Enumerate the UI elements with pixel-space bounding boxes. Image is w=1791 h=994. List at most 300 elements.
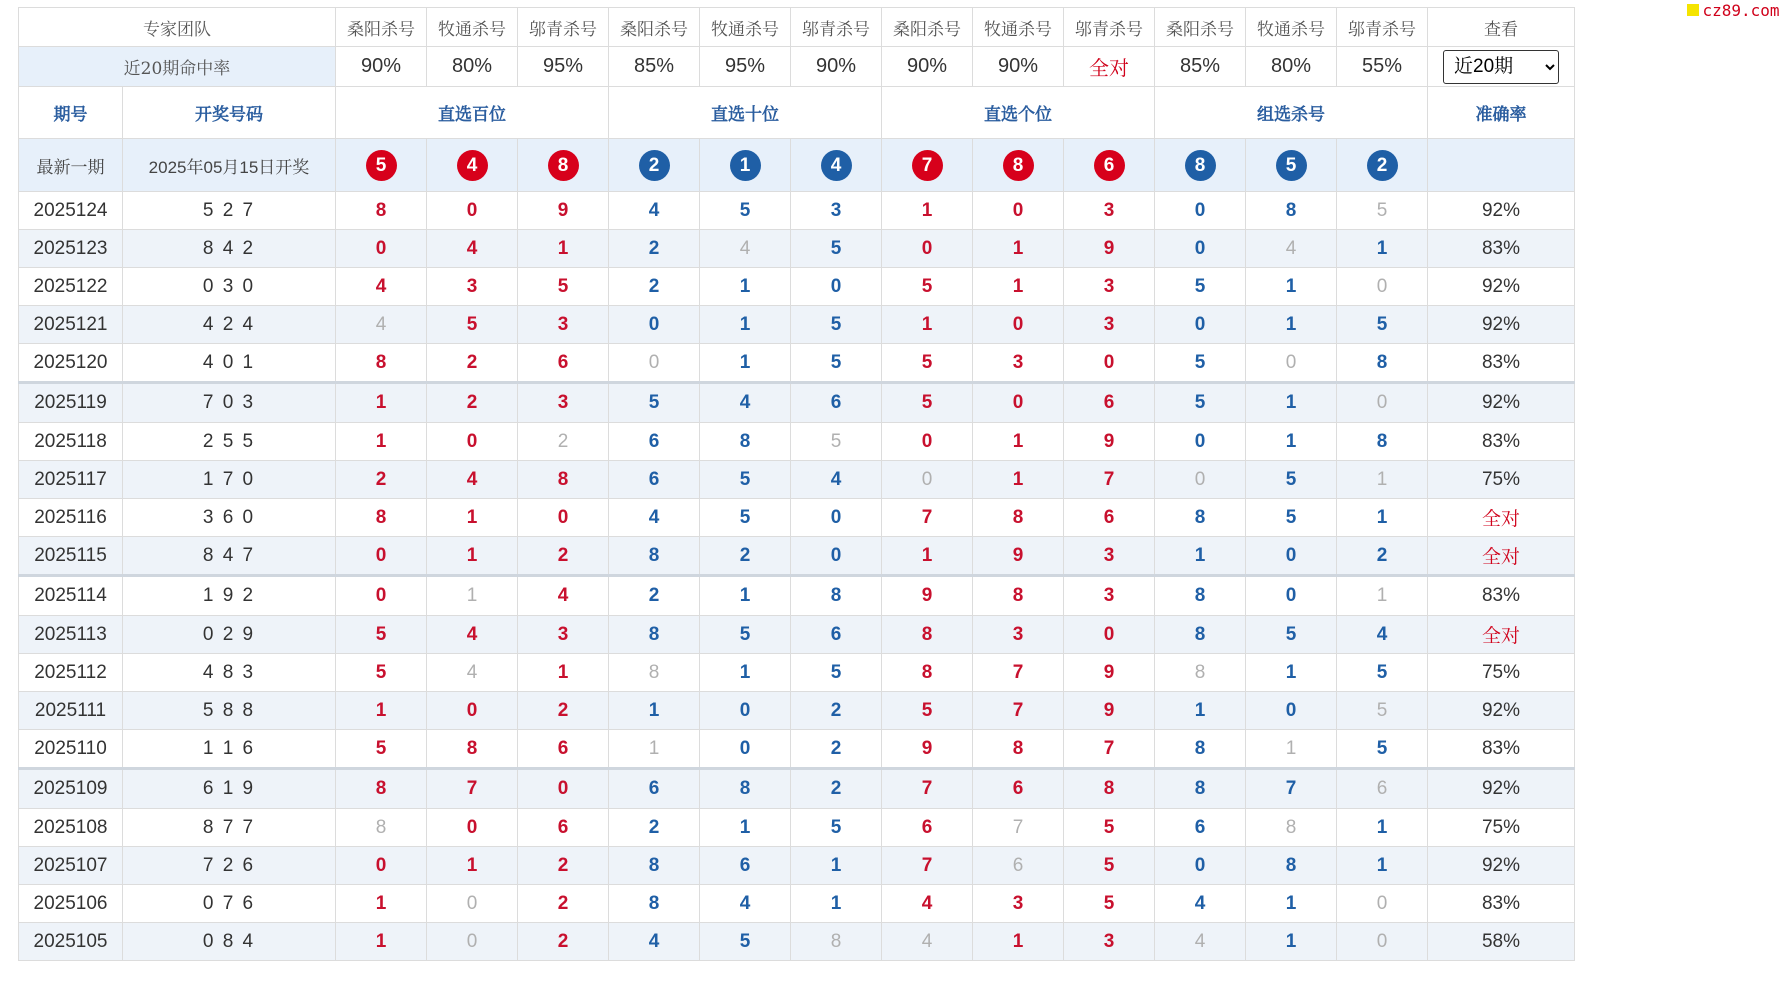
group-tens-header: 直选十位 [609, 87, 882, 139]
kill-number-cell: 8 [1155, 499, 1246, 537]
kill-number-cell: 8 [336, 769, 427, 809]
accuracy-header: 准确率 [1428, 87, 1575, 139]
kill-number-cell: 7 [973, 692, 1064, 730]
group-header-row [19, 87, 1575, 139]
kill-number-cell: 4 [700, 885, 791, 923]
kill-number-cell: 1 [700, 576, 791, 616]
kill-number-cell: 0 [336, 537, 427, 576]
kill-number-cell: 5 [336, 730, 427, 769]
kill-number-cell: 8 [1155, 730, 1246, 769]
kill-number-cell: 5 [1337, 306, 1428, 344]
hit-rate-value: 95% [518, 47, 609, 87]
kill-number-cell: 9 [518, 192, 609, 230]
kill-number-cell: 5 [1155, 383, 1246, 423]
kill-number-cell: 1 [427, 576, 518, 616]
kill-number-cell: 9 [1064, 654, 1155, 692]
kill-number-cell: 1 [1246, 730, 1337, 769]
kill-number-cell: 5 [1064, 809, 1155, 847]
kill-number-cell: 5 [791, 306, 882, 344]
accuracy-value: 全对 [1428, 537, 1575, 576]
kill-number-cell: 8 [518, 461, 609, 499]
kill-number-cell: 2 [791, 769, 882, 809]
kill-number-cell: 7 [882, 769, 973, 809]
hit-rate-value: 80% [1246, 47, 1337, 87]
table-row [19, 423, 1575, 461]
kill-number-cell: 9 [882, 730, 973, 769]
kill-number-cell: 4 [427, 230, 518, 268]
kill-number-cell: 5 [1337, 730, 1428, 769]
kill-number-cell: 3 [518, 306, 609, 344]
draw-number: 7 2 6 [123, 847, 336, 885]
expert-header-row [19, 8, 1575, 47]
kill-number-cell: 0 [336, 847, 427, 885]
draw-number: 4 0 1 [123, 344, 336, 383]
kill-number-cell: 6 [1337, 769, 1428, 809]
accuracy-value: 92% [1428, 769, 1575, 809]
kill-number-cell: 0 [882, 423, 973, 461]
kill-number-cell: 1 [609, 730, 700, 769]
kill-number-cell: 8 [609, 847, 700, 885]
kill-number-cell: 6 [700, 847, 791, 885]
kill-number-cell: 6 [518, 809, 609, 847]
expert-name: 桑阳杀号 [882, 8, 973, 47]
kill-number-cell: 0 [427, 423, 518, 461]
accuracy-value: 全对 [1428, 616, 1575, 654]
kill-number-cell: 0 [1337, 885, 1428, 923]
kill-number-cell: 1 [1155, 692, 1246, 730]
accuracy-value: 92% [1428, 268, 1575, 306]
issue-number: 2025108 [19, 809, 123, 847]
kill-number-cell: 2 [609, 268, 700, 306]
kill-number-cell: 4 [336, 306, 427, 344]
expert-name: 牧通杀号 [1246, 8, 1337, 47]
hit-rate-value: 90% [791, 47, 882, 87]
table-row [19, 383, 1575, 423]
number-ball-red: 8 [1003, 150, 1034, 181]
expert-name: 邬青杀号 [1064, 8, 1155, 47]
issue-number: 2025105 [19, 923, 123, 961]
accuracy-value: 92% [1428, 847, 1575, 885]
expert-name: 邬青杀号 [1337, 8, 1428, 47]
kill-number-cell: 1 [1246, 306, 1337, 344]
table-row [19, 576, 1575, 616]
expert-kill-number-table [18, 7, 1575, 961]
kill-number-cell: 8 [336, 809, 427, 847]
latest-ball-cell [427, 139, 518, 192]
kill-number-cell: 3 [427, 268, 518, 306]
kill-number-cell: 0 [336, 230, 427, 268]
kill-number-cell: 1 [791, 847, 882, 885]
expert-name: 牧通杀号 [427, 8, 518, 47]
group-hundreds-header: 直选百位 [336, 87, 609, 139]
accuracy-value: 83% [1428, 423, 1575, 461]
watermark-text: cz89.com [1702, 0, 1780, 20]
issue-number: 2025122 [19, 268, 123, 306]
kill-number-cell: 5 [1064, 885, 1155, 923]
kill-number-cell: 6 [518, 344, 609, 383]
table-row [19, 616, 1575, 654]
kill-number-cell: 6 [1155, 809, 1246, 847]
latest-empty-cell [1428, 139, 1575, 192]
kill-number-cell: 8 [973, 576, 1064, 616]
draw-number: 0 2 9 [123, 616, 336, 654]
latest-ball-cell [700, 139, 791, 192]
kill-number-cell: 5 [700, 192, 791, 230]
kill-number-cell: 5 [791, 230, 882, 268]
kill-number-cell: 0 [973, 192, 1064, 230]
kill-number-cell: 9 [1064, 692, 1155, 730]
latest-draw-row [19, 139, 1575, 192]
kill-number-cell: 8 [1064, 769, 1155, 809]
hit-rate-value: 85% [1155, 47, 1246, 87]
kill-number-cell: 4 [518, 576, 609, 616]
kill-number-cell: 8 [1155, 769, 1246, 809]
draw-number: 1 7 0 [123, 461, 336, 499]
latest-ball-cell [882, 139, 973, 192]
issue-header: 期号 [19, 87, 123, 139]
kill-number-cell: 1 [1246, 923, 1337, 961]
kill-number-cell: 6 [973, 769, 1064, 809]
draw-number: 5 2 7 [123, 192, 336, 230]
table-row [19, 769, 1575, 809]
kill-number-cell: 3 [973, 344, 1064, 383]
table-row [19, 923, 1575, 961]
table-row [19, 537, 1575, 576]
kill-number-cell: 5 [336, 654, 427, 692]
kill-number-cell: 1 [1337, 499, 1428, 537]
kill-number-cell: 6 [791, 616, 882, 654]
kill-number-cell: 4 [427, 654, 518, 692]
kill-number-cell: 8 [1246, 847, 1337, 885]
kill-number-cell: 1 [336, 923, 427, 961]
kill-number-cell: 4 [427, 616, 518, 654]
table-row [19, 730, 1575, 769]
kill-number-cell: 3 [1064, 306, 1155, 344]
issue-number: 2025106 [19, 885, 123, 923]
kill-number-cell: 1 [791, 885, 882, 923]
expert-name: 桑阳杀号 [336, 8, 427, 47]
kill-number-cell: 5 [882, 344, 973, 383]
accuracy-value: 全对 [1428, 499, 1575, 537]
accuracy-value: 83% [1428, 230, 1575, 268]
kill-number-cell: 6 [518, 730, 609, 769]
kill-number-cell: 5 [1064, 847, 1155, 885]
kill-number-cell: 0 [791, 268, 882, 306]
issue-number: 2025110 [19, 730, 123, 769]
kill-number-cell: 5 [700, 461, 791, 499]
kill-number-cell: 1 [700, 306, 791, 344]
latest-ball-cell [518, 139, 609, 192]
kill-number-cell: 9 [1064, 230, 1155, 268]
number-ball-blue: 8 [1185, 150, 1216, 181]
kill-number-cell: 8 [973, 499, 1064, 537]
kill-number-cell: 2 [518, 692, 609, 730]
kill-number-cell: 6 [1064, 383, 1155, 423]
period-select-cell [1428, 47, 1575, 87]
draw-number: 8 7 7 [123, 809, 336, 847]
kill-number-cell: 0 [791, 537, 882, 576]
latest-ball-cell [973, 139, 1064, 192]
accuracy-value: 83% [1428, 885, 1575, 923]
kill-number-cell: 9 [882, 576, 973, 616]
kill-number-cell: 7 [427, 769, 518, 809]
accuracy-value: 83% [1428, 730, 1575, 769]
kill-number-cell: 1 [700, 344, 791, 383]
hit-rate-row [19, 47, 1575, 87]
hit-rate-value: 80% [427, 47, 518, 87]
kill-number-cell: 0 [700, 692, 791, 730]
kill-number-cell: 1 [882, 192, 973, 230]
kill-number-cell: 8 [609, 537, 700, 576]
kill-number-cell: 0 [427, 692, 518, 730]
kill-number-cell: 6 [973, 847, 1064, 885]
kill-number-cell: 4 [791, 461, 882, 499]
kill-number-cell: 8 [791, 923, 882, 961]
kill-number-cell: 2 [518, 923, 609, 961]
issue-number: 2025113 [19, 616, 123, 654]
kill-number-cell: 8 [973, 730, 1064, 769]
kill-number-cell: 3 [1064, 537, 1155, 576]
expert-name: 桑阳杀号 [1155, 8, 1246, 47]
kill-number-cell: 2 [427, 344, 518, 383]
hit-rate-label: 近20期命中率 [19, 47, 336, 87]
table-row [19, 885, 1575, 923]
issue-number: 2025114 [19, 576, 123, 616]
issue-number: 2025123 [19, 230, 123, 268]
kill-number-cell: 1 [1246, 423, 1337, 461]
table-row [19, 654, 1575, 692]
kill-number-cell: 1 [336, 885, 427, 923]
kill-number-cell: 0 [1246, 576, 1337, 616]
kill-number-cell: 6 [609, 423, 700, 461]
table-row [19, 230, 1575, 268]
kill-number-cell: 5 [1337, 692, 1428, 730]
kill-number-cell: 1 [1246, 383, 1337, 423]
kill-number-cell: 3 [973, 616, 1064, 654]
kill-number-cell: 3 [1064, 923, 1155, 961]
kill-number-cell: 2 [518, 423, 609, 461]
kill-number-cell: 3 [518, 383, 609, 423]
kill-number-cell: 0 [1246, 537, 1337, 576]
kill-number-cell: 1 [336, 423, 427, 461]
kill-number-cell: 3 [1064, 192, 1155, 230]
kill-number-cell: 6 [609, 769, 700, 809]
kill-number-cell: 4 [427, 461, 518, 499]
kill-number-cell: 7 [1064, 730, 1155, 769]
hit-rate-value: 95% [700, 47, 791, 87]
kill-number-cell: 5 [791, 344, 882, 383]
view-label: 查看 [1428, 8, 1575, 47]
latest-ball-cell [1337, 139, 1428, 192]
draw-header: 开奖号码 [123, 87, 336, 139]
kill-number-cell: 2 [518, 847, 609, 885]
kill-number-cell: 2 [518, 537, 609, 576]
kill-number-cell: 0 [336, 576, 427, 616]
kill-number-cell: 8 [700, 423, 791, 461]
kill-number-cell: 3 [791, 192, 882, 230]
kill-number-cell: 5 [882, 692, 973, 730]
kill-number-cell: 9 [973, 537, 1064, 576]
kill-number-cell: 1 [336, 692, 427, 730]
kill-number-cell: 1 [700, 654, 791, 692]
kill-number-cell: 8 [1337, 423, 1428, 461]
kill-number-cell: 0 [1155, 461, 1246, 499]
kill-number-cell: 7 [882, 499, 973, 537]
kill-number-cell: 7 [1246, 769, 1337, 809]
latest-ball-cell [791, 139, 882, 192]
issue-number: 2025121 [19, 306, 123, 344]
kill-number-cell: 1 [1337, 576, 1428, 616]
kill-number-cell: 1 [973, 268, 1064, 306]
latest-ball-cell [1155, 139, 1246, 192]
hit-rate-value: 全对 [1064, 47, 1155, 87]
kill-number-cell: 1 [427, 537, 518, 576]
issue-number: 2025124 [19, 192, 123, 230]
kill-number-cell: 0 [518, 499, 609, 537]
kill-number-cell: 5 [427, 306, 518, 344]
kill-number-cell: 5 [700, 499, 791, 537]
kill-number-cell: 2 [609, 576, 700, 616]
kill-number-cell: 0 [1337, 923, 1428, 961]
accuracy-value: 92% [1428, 692, 1575, 730]
hit-rate-value: 90% [973, 47, 1064, 87]
issue-number: 2025107 [19, 847, 123, 885]
issue-number: 2025116 [19, 499, 123, 537]
table-row [19, 268, 1575, 306]
draw-number: 2 5 5 [123, 423, 336, 461]
kill-number-cell: 0 [1337, 383, 1428, 423]
number-ball-red: 4 [457, 150, 488, 181]
kill-number-cell: 4 [700, 230, 791, 268]
kill-number-cell: 6 [791, 383, 882, 423]
accuracy-value: 92% [1428, 306, 1575, 344]
table-row [19, 499, 1575, 537]
table-row [19, 809, 1575, 847]
kill-number-cell: 4 [1337, 616, 1428, 654]
kill-number-cell: 1 [427, 499, 518, 537]
kill-number-cell: 8 [882, 616, 973, 654]
period-select[interactable] [1443, 50, 1559, 84]
issue-number: 2025120 [19, 344, 123, 383]
kill-number-cell: 0 [609, 344, 700, 383]
kill-number-cell: 0 [427, 192, 518, 230]
issue-number: 2025117 [19, 461, 123, 499]
kill-number-cell: 8 [609, 616, 700, 654]
kill-number-cell: 4 [1246, 230, 1337, 268]
kill-number-cell: 3 [1064, 268, 1155, 306]
kill-number-cell: 0 [427, 923, 518, 961]
kill-number-cell: 0 [700, 730, 791, 769]
issue-number: 2025111 [19, 692, 123, 730]
accuracy-value: 83% [1428, 344, 1575, 383]
accuracy-value: 92% [1428, 192, 1575, 230]
issue-number: 2025115 [19, 537, 123, 576]
kill-number-cell: 7 [1064, 461, 1155, 499]
kill-number-cell: 5 [1246, 616, 1337, 654]
kill-number-cell: 1 [609, 692, 700, 730]
kill-number-cell: 6 [882, 809, 973, 847]
team-label: 专家团队 [19, 8, 336, 47]
site-watermark [1676, 0, 1791, 20]
kill-number-cell: 5 [1337, 654, 1428, 692]
kill-number-cell: 1 [1337, 230, 1428, 268]
kill-number-cell: 1 [1246, 268, 1337, 306]
number-ball-blue: 2 [1367, 150, 1398, 181]
expert-name: 邬青杀号 [518, 8, 609, 47]
kill-number-cell: 0 [518, 769, 609, 809]
kill-number-cell: 1 [1246, 885, 1337, 923]
kill-number-cell: 8 [427, 730, 518, 769]
kill-number-cell: 8 [609, 654, 700, 692]
kill-number-cell: 0 [1155, 192, 1246, 230]
kill-number-cell: 1 [700, 809, 791, 847]
kill-number-cell: 8 [609, 885, 700, 923]
kill-number-cell: 5 [336, 616, 427, 654]
kill-number-cell: 1 [882, 306, 973, 344]
latest-label: 最新一期 [19, 139, 123, 192]
kill-number-cell: 5 [1246, 461, 1337, 499]
kill-number-cell: 0 [791, 499, 882, 537]
draw-number: 1 9 2 [123, 576, 336, 616]
kill-number-cell: 4 [1155, 885, 1246, 923]
kill-number-cell: 5 [1155, 344, 1246, 383]
kill-number-cell: 1 [973, 230, 1064, 268]
kill-number-cell: 4 [700, 383, 791, 423]
kill-number-cell: 2 [336, 461, 427, 499]
hit-rate-value: 90% [336, 47, 427, 87]
expert-name: 牧通杀号 [700, 8, 791, 47]
kill-number-cell: 1 [518, 654, 609, 692]
kill-number-cell: 0 [609, 306, 700, 344]
kill-number-cell: 8 [1246, 192, 1337, 230]
table-row [19, 461, 1575, 499]
kill-number-cell: 1 [973, 423, 1064, 461]
latest-ball-cell [1064, 139, 1155, 192]
kill-number-cell: 8 [700, 769, 791, 809]
draw-number: 7 0 3 [123, 383, 336, 423]
kill-number-cell: 1 [518, 230, 609, 268]
latest-ball-cell [609, 139, 700, 192]
kill-number-cell: 5 [1155, 268, 1246, 306]
kill-number-cell: 4 [609, 923, 700, 961]
number-ball-red: 6 [1094, 150, 1125, 181]
kill-number-cell: 9 [1064, 423, 1155, 461]
kill-number-cell: 0 [1337, 268, 1428, 306]
expert-name: 牧通杀号 [973, 8, 1064, 47]
latest-ball-cell [1246, 139, 1337, 192]
kill-number-cell: 3 [973, 885, 1064, 923]
draw-number: 5 8 8 [123, 692, 336, 730]
kill-number-cell: 7 [973, 809, 1064, 847]
kill-number-cell: 0 [1155, 847, 1246, 885]
kill-number-cell: 5 [1246, 499, 1337, 537]
kill-number-cell: 1 [700, 268, 791, 306]
kill-number-cell: 0 [1246, 344, 1337, 383]
kill-number-cell: 5 [700, 923, 791, 961]
table-row [19, 847, 1575, 885]
kill-number-cell: 8 [882, 654, 973, 692]
number-ball-red: 8 [548, 150, 579, 181]
kill-number-cell: 6 [1064, 499, 1155, 537]
hit-rate-value: 55% [1337, 47, 1428, 87]
kill-number-cell: 8 [336, 192, 427, 230]
issue-number: 2025109 [19, 769, 123, 809]
kill-number-cell: 2 [1337, 537, 1428, 576]
draw-number: 3 6 0 [123, 499, 336, 537]
kill-number-cell: 2 [609, 809, 700, 847]
number-ball-red: 7 [912, 150, 943, 181]
kill-number-cell: 5 [791, 423, 882, 461]
